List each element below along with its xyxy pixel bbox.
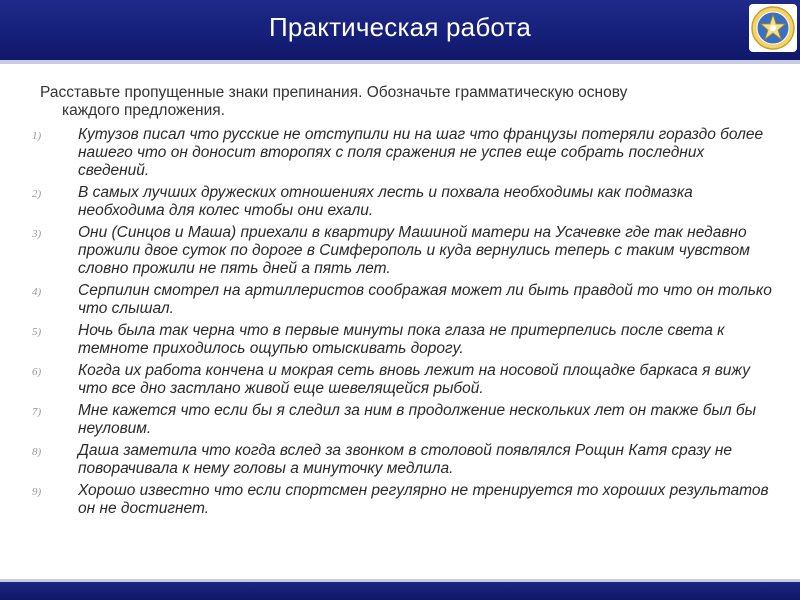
list-item [30, 184, 775, 220]
item-text: Когда их работа кончена и мокрая сеть вновь лежит на носовой площадке баркаса я вижу что все дно застлано живой еще шевелящейся рыбой. [78, 362, 750, 397]
list-item [30, 126, 775, 180]
item-number: 6) [32, 366, 42, 378]
slide-footer [0, 582, 800, 600]
item-text: Мне кажется что если бы я следил за ним в продолжение нескольких лет он также был бы неуловим. [78, 402, 757, 437]
list-item [30, 362, 775, 398]
item-text: Даша заметила что когда вслед за звонком в столовой появлялся Рощин Катя сразу не поворачивала к нему головы а минуточку медлила. [78, 442, 732, 477]
task-instruction [40, 84, 770, 120]
item-text: Ночь была так черна что в первые минуты пока глаза не притерпелись после света к темноте приходилось ощупью отыскивать дорогу. [78, 322, 725, 357]
list-item [30, 482, 775, 518]
task-line-2: каждого предложения. [62, 102, 225, 119]
task-line-1: Расставьте пропущенные знаки препинания. Обозначьте грамматическую основу [40, 84, 628, 101]
item-text: Они (Синцов и Маша) приехали в квартиру Машиной матери на Усачевке где так недавно прожили двое суток по дороге в Симферополь и куда вернулись теперь с таким чувством словно прожили не пять дней а пять лет. [78, 224, 750, 277]
item-number: 8) [32, 446, 42, 458]
item-number: 7) [32, 406, 42, 418]
list-item [30, 442, 775, 478]
item-number: 5) [32, 326, 42, 338]
list-item [30, 224, 775, 278]
sentence-list [30, 126, 775, 522]
item-text: Кутузов писал что русские не отступили ни на шаг что французы потеряли гораздо более нашего что он доносит второпях с поля сражения не успев еще собрать последних сведений. [78, 126, 764, 179]
item-text: Серпилин смотрел на артиллеристов соображая может ли быть правдой то что он только что слышал. [78, 282, 772, 317]
list-item [30, 282, 775, 318]
item-text: Хорошо известно что если спортсмен регулярно не тренируется то хороших результатов он не достигнет. [78, 482, 769, 517]
item-number: 3) [32, 228, 42, 240]
slide-title: Практическая работа [269, 12, 531, 42]
item-number: 1) [32, 130, 42, 142]
list-item [30, 322, 775, 358]
item-number: 9) [32, 486, 42, 498]
coat-of-arms-emblem [749, 4, 797, 52]
slide-header [0, 0, 800, 60]
item-number: 4) [32, 286, 42, 298]
item-text: В самых лучших дружеских отношениях лесть и похвала необходимы как подмазка необходима для колес чтобы они ехали. [78, 184, 693, 219]
item-number: 2) [32, 188, 42, 200]
header-divider [0, 60, 800, 64]
list-item [30, 402, 775, 438]
